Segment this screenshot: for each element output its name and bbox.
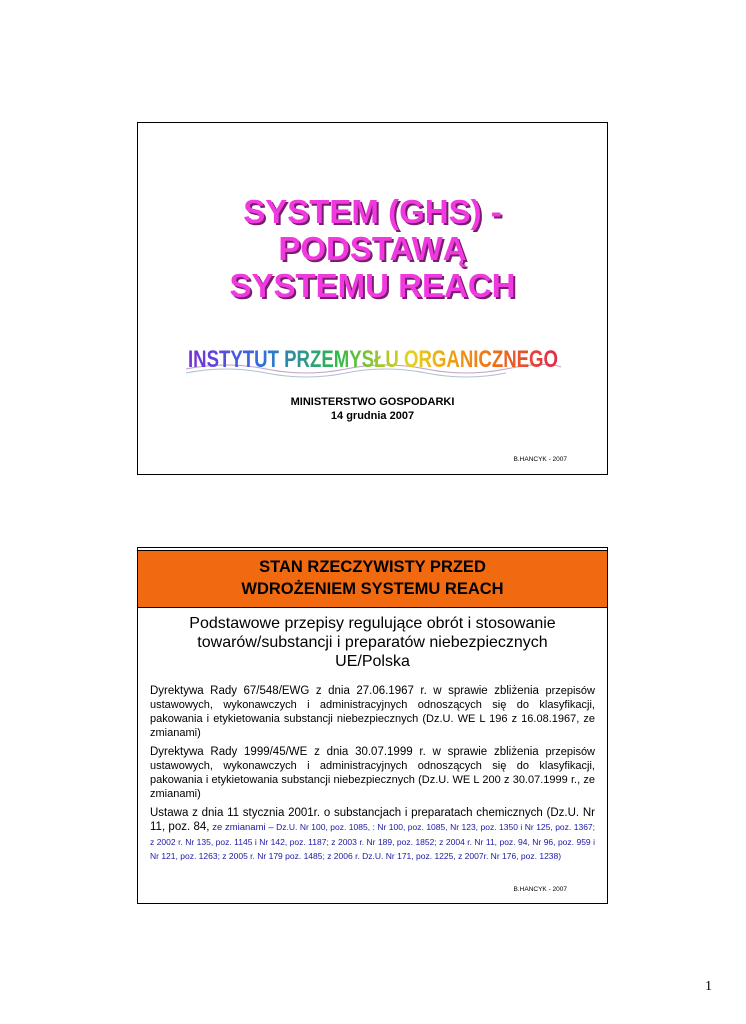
regulation-paragraph-3 bbox=[150, 806, 595, 863]
slide-title-heading bbox=[138, 193, 607, 304]
slide-footer: B.HANCYK - 2007 bbox=[513, 456, 567, 463]
title-line-2: PODSTAWĄ bbox=[278, 230, 467, 267]
header-line-2: WDROŻENIEM SYSTEMU REACH bbox=[241, 580, 504, 598]
para2-main: Dyrektywa Rady 1999/45/WE z dnia 30.07.1999 r. w sprawie zbliżenia bbox=[150, 746, 539, 758]
page-number: 1 bbox=[705, 979, 712, 994]
presentation-date: 14 grudnia 2007 bbox=[330, 410, 415, 422]
para1-rest: przepisów ustawowych, wykonawczych i administracyjnych odnoszących się do klasyfikacji, pakowania i etykietowania substancji niebezpiecznych (Dz.U. WE L 196 z 16.08.1967, ze zmianami) bbox=[150, 685, 595, 739]
logo-text: INSTYTUT PRZEMYSŁU ORGANICZNEGO bbox=[188, 346, 558, 373]
para1-main: Dyrektywa Rady 67/548/EWG z dnia 27.06.1967 r. w sprawie zbliżenia bbox=[150, 685, 539, 697]
para3-main: Ustawa z dnia 11 stycznia 2001r. o substancjach i preparatach chemicznych (Dz.U. Nr 11, poz. 84, bbox=[150, 807, 595, 833]
title-line-3: SYSTEMU REACH bbox=[229, 267, 516, 304]
slide-regulations bbox=[137, 547, 608, 904]
para2-rest: przepisów ustawowych, wykonawczych i administracyjnych odnoszących się do klasyfikacji, pakowania i etykietowania substancji niebezpiecznych (Dz.U. WE L 200 z 30.07.1999 r., ze zmianami) bbox=[150, 746, 596, 800]
slide-subtitle bbox=[146, 614, 599, 671]
institute-logo bbox=[186, 343, 561, 378]
subtitle-line-2: towarów/substancji i preparatów niebezpiecznych bbox=[197, 634, 548, 651]
para3-amendments-list: Dz.U. Nr 100, poz. 1085, : Nr 100, poz. 1085, Nr 123, poz. 1350 i Nr 125, poz. 1367; z 2002 r. Nr 135, poz. 1145 i Nr 142, poz. 1187; z 2003 r. Nr 189, poz. 1852; z 2004 r. Nr 11, poz. 94, Nr 96, poz. 959 i Nr 121, poz. 1263; z 2005 r. Nr 179 poz. 1485; z 2006 r. Dz.U. Nr 171, poz. 1225, z 2007r. Nr 176, poz. 1238) bbox=[150, 822, 596, 861]
ministry-name: MINISTERSTWO GOSPODARKI bbox=[290, 396, 455, 408]
regulation-paragraph-1 bbox=[150, 684, 595, 740]
subtitle-line-1: Podstawowe przepisy regulujące obrót i stosowanie bbox=[189, 615, 556, 632]
subtitle-line-3: UE/Polska bbox=[335, 653, 410, 670]
para3-amendments-label: ze zmianami – bbox=[209, 822, 274, 833]
regulation-paragraph-2 bbox=[150, 745, 595, 801]
slide-title bbox=[137, 122, 608, 475]
slide-footer: B.HANCYK - 2007 bbox=[513, 886, 567, 893]
ministry-block bbox=[138, 395, 607, 423]
header-line-1: STAN RZECZYWISTY PRZED bbox=[259, 558, 486, 576]
slide-header bbox=[138, 550, 607, 608]
title-line-1: SYSTEM (GHS) - bbox=[243, 193, 502, 230]
